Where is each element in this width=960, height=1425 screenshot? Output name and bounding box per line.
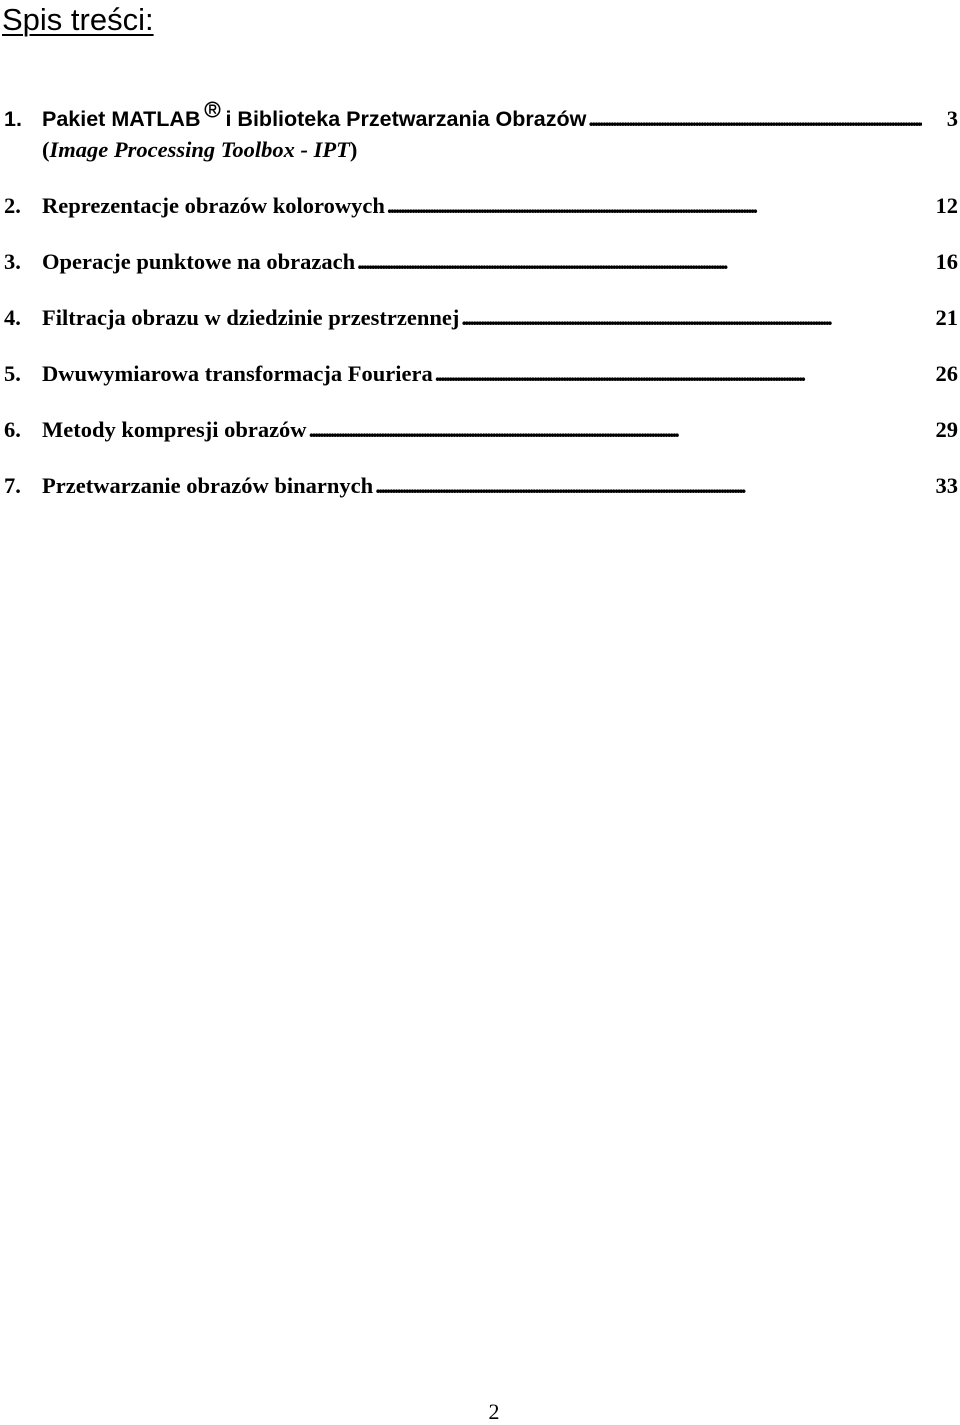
toc-entry-page: 21 <box>935 305 958 330</box>
toc-entry-2[interactable] <box>4 190 958 222</box>
toc-leader-dots <box>387 190 922 222</box>
toc-entry-page: 16 <box>935 249 958 274</box>
toc-entry-1[interactable] <box>4 101 958 133</box>
toc-entry-page: 29 <box>935 417 958 442</box>
toc-entry-label: Reprezentacje obrazów kolorowych <box>42 193 385 218</box>
toc-entry-1-subtitle: (Image Processing Toolbox - IPT) <box>42 137 358 162</box>
page-number: 2 <box>488 1399 500 1424</box>
toc-leader-dots <box>461 302 922 334</box>
toc-leader-dots <box>357 246 922 278</box>
toc-entry-5[interactable] <box>4 358 958 390</box>
toc-entry-number: 4. <box>4 305 21 330</box>
toc-entry-label: Przetwarzanie obrazów binarnych <box>42 473 374 498</box>
toc-entry-page: 3 <box>946 106 958 131</box>
toc-leader-dots <box>435 358 922 390</box>
toc-entry-label: Pakiet MATLAB i Biblioteka Przetwarzania Obrazów <box>42 101 586 135</box>
toc-entry-page: 12 <box>935 193 958 218</box>
toc-entry-6[interactable] <box>4 414 958 446</box>
toc-entry-label: Metody kompresji obrazów <box>42 417 307 442</box>
toc-leader-dots <box>588 103 922 135</box>
registered-trademark-icon <box>204 101 221 118</box>
toc-entry-number: 1. <box>4 107 22 131</box>
toc-entry-page: 33 <box>935 473 958 498</box>
toc-entry-number: 5. <box>4 361 21 386</box>
toc-entry-number: 3. <box>4 249 21 274</box>
toc-entry-4[interactable] <box>4 302 958 334</box>
toc-entry-label: Filtracja obrazu w dziedzinie przestrzennej <box>42 305 460 330</box>
toc-entry-label: Operacje punktowe na obrazach <box>42 249 356 274</box>
toc-entry-7[interactable] <box>4 470 958 502</box>
toc-entry-3[interactable] <box>4 246 958 278</box>
toc-title: Spis treści: <box>2 2 154 37</box>
toc-leader-dots <box>309 414 922 446</box>
toc-entry-page: 26 <box>935 361 958 386</box>
toc-leader-dots <box>375 470 922 502</box>
toc-entry-number: 2. <box>4 193 21 218</box>
toc-entry-number: 7. <box>4 473 21 498</box>
toc-entry-label: Dwuwymiarowa transformacja Fouriera <box>42 361 433 386</box>
toc-entry-number: 6. <box>4 417 21 442</box>
